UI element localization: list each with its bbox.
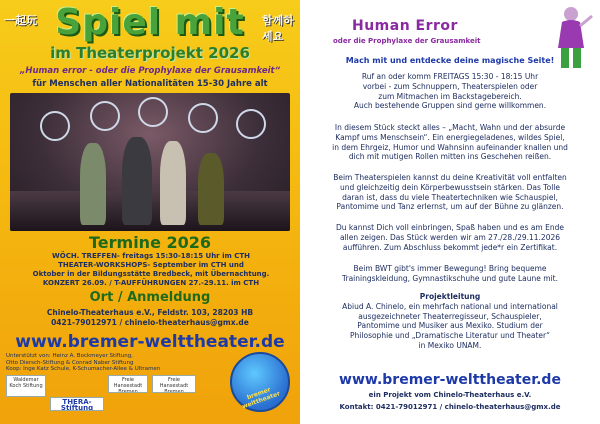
text-line: Pantomime und Musiker aus Mexiko. Studium der [357,321,543,331]
text-line: Du kannst Dich voll einbringen, Spaß haben und es am Ende [336,223,564,232]
text-line: daran ist, dass du viele Theatertechniken wie Schauspiel, [342,192,558,202]
bremen-logo: Freie Hansestadt Bremen [152,375,196,393]
location-heading: Ort / Anmeldung [89,290,211,305]
text-line: zum Mitmachen im Backstagebereich. [378,91,522,101]
text-line: aufführen. Zum Abschluss bekommt jede*r ein Zertifikat. [342,242,558,252]
text-line: Abiud A. Chinelo, ein mehrfach national und international [342,301,558,311]
stage-photo [10,93,290,231]
text-line: dich mit mutigen Rollen mitten ins Geschehen reißen. [348,152,552,162]
leader-heading: Projektleitung [419,292,481,301]
text-line: Pantomime und Tanz erlernst, um auf der Bühne zu glänzen. [336,202,564,212]
sponsor-line: Unterstützt von: Heinz A. Bockmeyer Stiftung, [6,353,133,359]
logo-label: bremer welttheater [241,386,282,411]
sponsor-logos [6,375,216,419]
text-line: Beim BWT gibt's immer Bewegung! Bring bequeme [353,264,547,273]
text-line: allen zeigen. Das Stück werden wir am 27./28./29.11.2026 [339,232,561,242]
paragraph-visit [318,72,582,111]
chinese-greeting: 一起玩 [4,14,37,27]
paragraph-story [318,123,582,162]
text-line: Philosophie und „Dramatische Literatur und Theater“ [350,331,550,341]
project-tagline: „Human error - oder die Prophylaxe der Grausamkeit“ [19,66,281,76]
text-line: Beim Theaterspielen kannst du deine Kreativität voll entfalten [333,173,567,182]
contact-info: Kontakt: 0421-79012971 / chinelo-theaterhaus@gmx.de [339,403,561,411]
project-credit: ein Projekt vom Chinelo-Theaterhaus e.V. [368,391,532,399]
dates-line: KONZERT 26.09. / T-AUFFÜHRUNGEN 27.-29.11. im CTH [42,279,260,287]
text-line: In diesem Stück steckt alles – „Macht, Wahn und der absurde [334,123,566,132]
text-line: ausgezeichneter Theaterregisseur, Schauspieler, [358,311,542,321]
sponsor-line: Koop: Inge Katz Schule, K-Schumacher-Allee & Ultramen [6,366,161,372]
play-title: Human Error [352,18,458,34]
dates-heading: Termine 2026 [88,233,212,252]
audience-text: für Menschen aller Nationalitäten 15-30 Jahre alt [32,79,268,89]
text-line: Ruf an oder komm FREITAGS 15:30 - 18:15 Uhr [361,72,539,81]
bremen-logo: Freie Hansestadt Bremen [108,375,148,393]
paragraph-leader [318,292,582,351]
paragraph-performance [318,223,582,252]
text-line: in Mexiko UNAM. [418,340,482,350]
address-block [0,308,300,327]
sponsor-logo: Waldemar Koch Stiftung [6,375,46,397]
dates-line: WÖCH. TREFFEN- freitags 15:30-18:15 Uhr im CTH [52,252,250,260]
text-line: vorbei - zum Schnuppern, Theaterspielen oder [362,81,538,91]
text-line: in dem Ehrgeiz, Humor und Wahnsinn aufeinander knallen und [332,142,568,152]
contact-line: 0421-79012971 / chinelo-theaterhaus@gmx.de [51,317,249,327]
play-tagline: Mach mit und entdecke deine magische Seite! [345,56,555,65]
welttheater-logo [230,352,290,412]
main-title: Spiel mit [55,2,245,43]
dates-line: Oktober in der Bildungsstätte Bredbeck, mit Übernachtung. [32,270,270,278]
text-line: Trainingskleidung, Gymnastikschuhe und gute Laune mit. [342,273,558,283]
project-subtitle: im Theaterprojekt 2026 [50,44,250,62]
website-link[interactable]: www.bremer-welttheater.de [15,332,285,352]
dates-info [18,252,284,288]
sponsor-line: Otto Diersch-Stiftung & Conrad Naber Stiftung [6,359,134,366]
korean-greeting: 함께하세요 [262,14,294,43]
website-link-right[interactable]: www.bremer-welttheater.de [339,372,561,388]
sponsors-text [6,353,226,373]
dates-line: THEATER-WORKSHOPS- September im CTH und [58,261,244,269]
play-subtitle: oder die Prophylaxe der Grausamkeit [333,37,481,45]
text-line: und gleichzeitig dein Körperbewusstsein stärken. Das Tolle [340,182,560,192]
text-line: Kampf ums Menschsein“. Ein energiegeladenes, wildes Spiel, [335,132,565,142]
paragraph-creativity [318,173,582,212]
paragraph-movement [318,264,582,284]
thera-logo: THERA-Stiftung [50,397,104,411]
address-line: Chinelo-Theaterhaus e.V., Feldstr. 103, 28203 HB [46,308,254,317]
text-line: Auch bestehende Gruppen sind gerne willkommen. [353,101,547,111]
